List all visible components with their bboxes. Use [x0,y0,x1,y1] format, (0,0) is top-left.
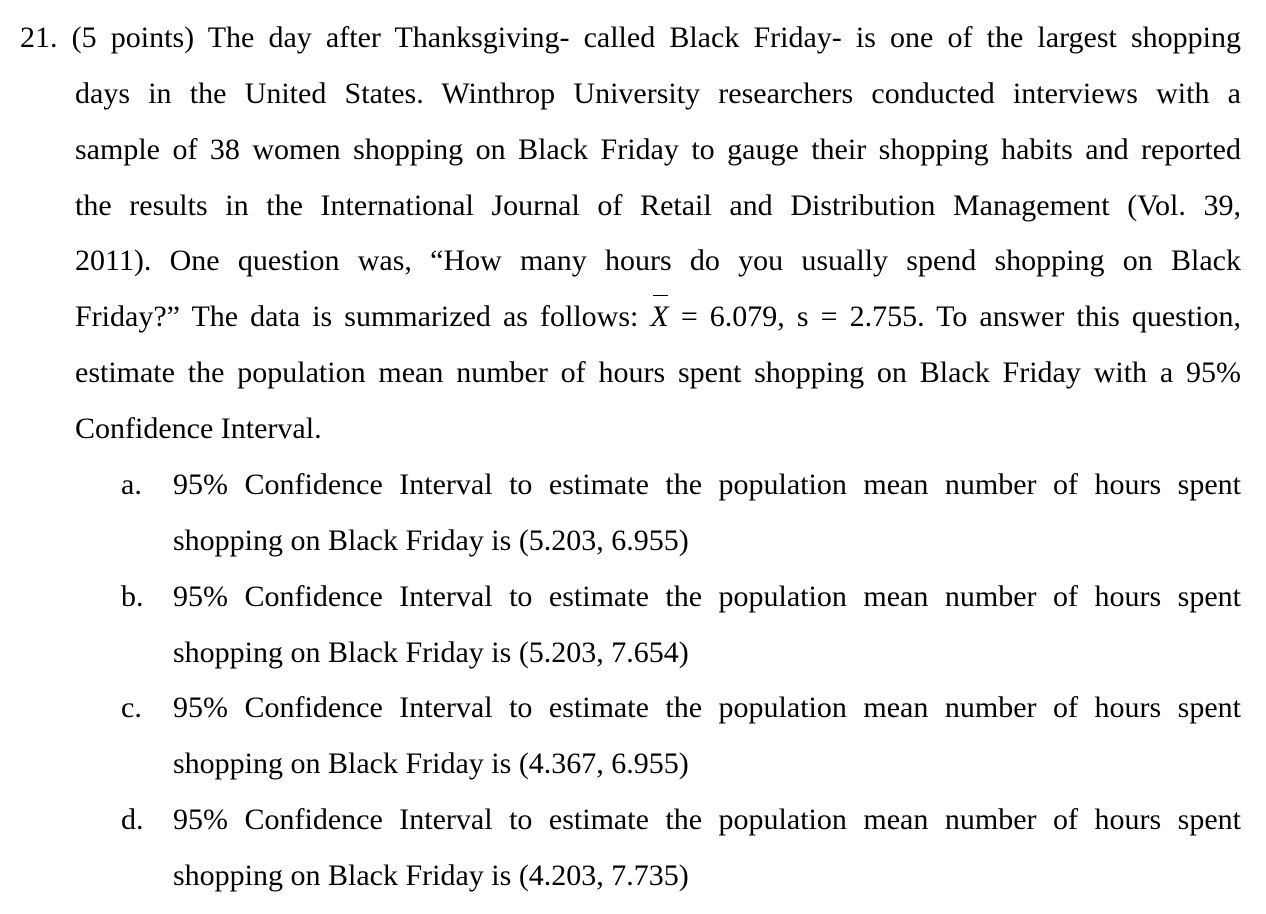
question-line-5: 2011). One question was, “How many hours do you usually spend shopping on Black [75,244,1241,277]
question-number: 21. [20,21,58,54]
option-letter: c. [121,691,142,724]
option-text-line-1: 95% Confidence Interval to estimate the population mean number of hours spent [173,803,1241,836]
question-line-8: Confidence Interval. [75,412,322,445]
question-line-6-before: Friday?” The data is summarized as follows: [75,300,651,333]
question-line-6 [75,289,1241,345]
option-text-line-1: 95% Confidence Interval to estimate the population mean number of hours spent [173,468,1241,501]
question-line-3: sample of 38 women shopping on Black Friday to gauge their shopping habits and reported [75,133,1241,166]
option-text-line-1: 95% Confidence Interval to estimate the population mean number of hours spent [173,580,1241,613]
question-text-line-1: (5 points) The day after Thanksgiving- called Black Friday- is one of the largest shopping [71,21,1241,54]
option-letter: a. [121,468,142,501]
option-text-line-2: shopping on Black Friday is (5.203, 6.955) [173,524,689,557]
question-line-7: estimate the population mean number of hours spent shopping on Black Friday with a 95% [75,356,1241,389]
question-line-2: days in the United States. Winthrop University researchers conducted interviews with a [75,77,1241,110]
option-text-line-1: 95% Confidence Interval to estimate the population mean number of hours spent [173,691,1241,724]
question-line-1 [20,10,1241,66]
option-text-line-2: shopping on Black Friday is (4.367, 6.955) [173,747,689,780]
option-text-line-2: shopping on Black Friday is (4.203, 7.735) [173,859,689,892]
option-letter: b. [121,580,144,613]
question-line-4: the results in the International Journal of Retail and Distribution Management (Vol. 39, [75,189,1241,222]
option-text-line-2: shopping on Black Friday is (5.203, 7.654) [173,636,689,669]
question-line-6-after: = 6.079, s = 2.755. To answer this question, [668,300,1241,333]
sample-mean-symbol: X [650,289,668,345]
option-letter: d. [121,803,144,836]
